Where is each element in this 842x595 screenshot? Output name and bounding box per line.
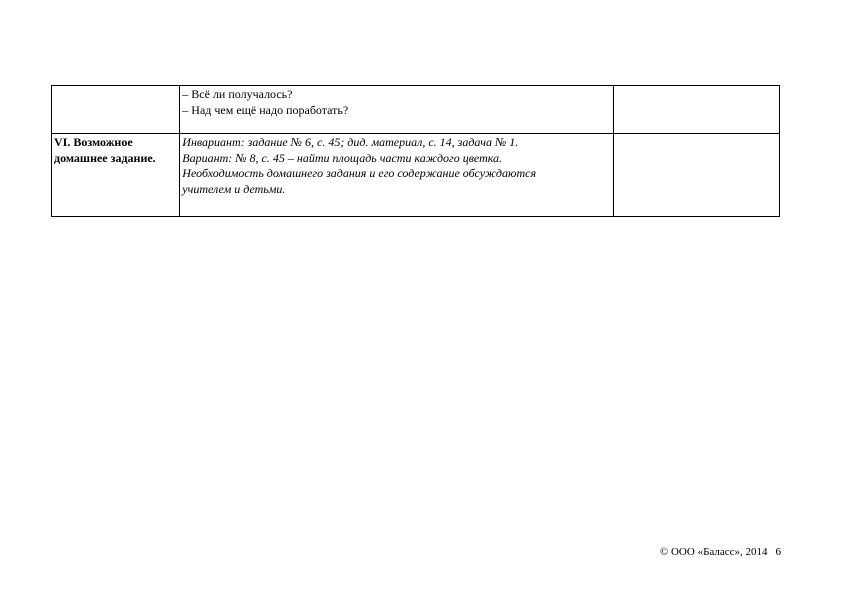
lesson-plan-table: [51, 85, 780, 217]
reflection-question: – Всё ли получалось?: [182, 87, 293, 101]
table-row-reflection: [52, 86, 780, 134]
notes-cell: [614, 86, 780, 134]
homework-line: Необходимость домашнего задания и его содержание обсуждаются: [182, 166, 537, 180]
table-row-homework: [52, 134, 780, 217]
page-footer: [600, 546, 781, 558]
stage-cell: [52, 86, 180, 134]
homework-line: учителем и детьми.: [182, 181, 286, 196]
homework-line: Вариант: № 8, с. 45 – найти площадь части каждого цветка.: [182, 150, 503, 165]
content-cell: [180, 134, 614, 217]
page-number: 6: [775, 546, 781, 558]
reflection-question: – Над чем ещё надо поработать?: [182, 102, 349, 117]
notes-cell: [614, 134, 780, 217]
copyright-text: © ООО «Баласс», 2014: [659, 546, 768, 558]
homework-line: Инвариант: задание № 6, с. 45; дид. материал, с. 14, задача № 1.: [182, 135, 519, 149]
stage-cell: [52, 134, 180, 217]
stage-label: VI. Возможное домашнее задание.: [54, 135, 156, 165]
content-cell: [180, 86, 614, 134]
